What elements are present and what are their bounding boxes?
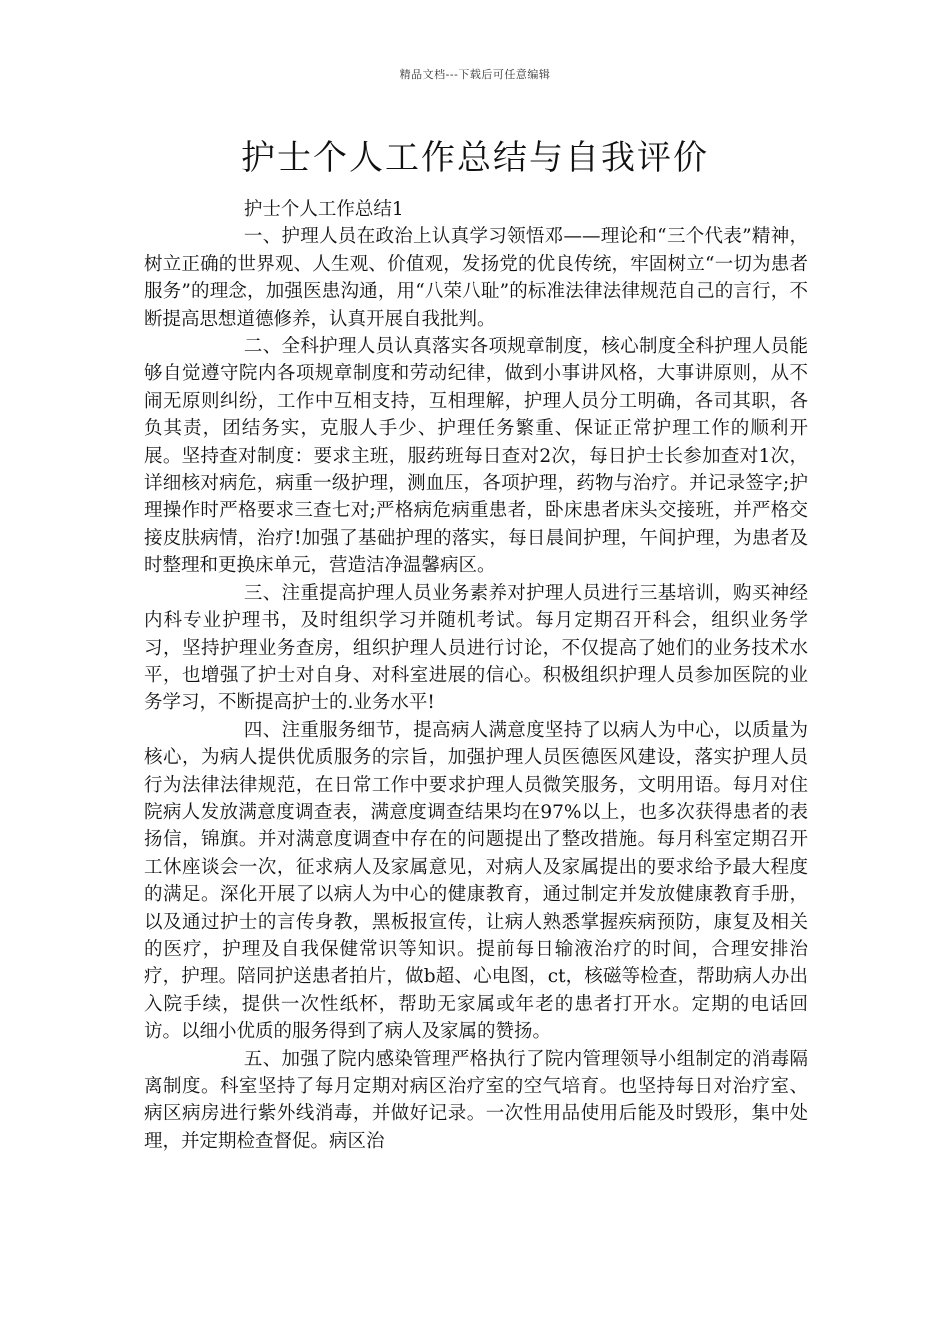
paragraph-5: 五、加强了院内感染管理严格执行了院内管理领导小组制定的消毒隔离制度。科室坚持了每月定期对病区治疗室的空气培育。也坚持每日对治疗室、病区病房进行紫外线消毒，并做好记录。一次性用品使用后能及时毁形，集中处理，并定期检查督促。病区治 <box>144 1048 808 1152</box>
section-heading: 护士个人工作总结1 <box>243 199 404 220</box>
paragraph-1: 一、护理人员在政治上认真学习领悟邓——理论和“三个代表”精神，树立正确的世界观、人生观、价值观，发扬党的优良传统，牢固树立“一切为患者服务”的理念，加强医患沟通，用“八荣八耻”的标准法律法律规范自己的言行，不断提高思想道德修养，认真开展自我批判。 <box>144 226 808 330</box>
document-title: 护士个人工作总结与自我评价 <box>241 138 709 178</box>
document-header-note: 精品文档---下载后可任意编辑 <box>399 68 551 81</box>
paragraph-4: 四、注重服务细节，提高病人满意度坚持了以病人为中心，以质量为核心，为病人提供优质服务的宗旨，加强护理人员医德医风建设，落实护理人员行为法律法律规范，在日常工作中要求护理人员微笑服务，文明用语。每月对住院病人发放满意度调查表，满意度调查结果均在97%以上，也多次获得患者的表扬信，锦旗。并对满意度调查中存在的问题提出了整改措施。每月科室定期召开工休座谈会一次，征求病人及家属意见，对病人及家属提出的要求给予最大程度的满足。深化开展了以病人为中心的健康教育，通过制定并发放健康教育手册，以及通过护士的言传身教，黑板报宣传，让病人熟悉掌握疾病预防，康复及相关的医疗，护理及自我保健常识等知识。提前每日输液治疗的时间，合理安排治疗，护理。陪同护送患者拍片，做b超、心电图，ct，核磁等检查，帮助病人办出入院手续，提供一次性纸杯，帮助无家属或年老的患者打开水。定期的电话回访。以细小优质的服务得到了病人及家属的赞扬。 <box>144 719 808 1043</box>
paragraph-2: 二、全科护理人员认真落实各项规章制度，核心制度全科护理人员能够自觉遵守院内各项规章制度和劳动纪律，做到小事讲风格，大事讲原则，从不闹无原则纠纷，工作中互相支持，互相理解，护理人员分工明确，各司其职，各负其责，团结务实，克服人手少、护理任务繁重、保证正常护理工作的顺利开展。坚持查对制度：要求主班，服药班每日查对2次，每日护士长参加查对1次，详细核对病危，病重一级护理，测血压，各项护理，药物与治疗。并记录签字;护理操作时严格要求三查七对;严格病危病重患者，卧床患者床头交接班，并严格交接皮肤病情，治疗!加强了基础护理的落实，每日晨间护理，午间护理，为患者及时整理和更换床单元，营造洁净温馨病区。 <box>144 336 808 577</box>
document-body <box>144 196 808 1155</box>
paragraph-3: 三、注重提高护理人员业务素养对护理人员进行三基培训，购买神经内科专业护理书，及时组织学习并随机考试。每月定期召开科会，组织业务学习，坚持护理业务查房，组织护理人员进行讨论，不仅提高了她们的业务技术水平，也增强了护士对自身、对科室进展的信心。积极组织护理人员参加医院的业务学习，不断提高护士的.业务水平! <box>144 582 808 714</box>
